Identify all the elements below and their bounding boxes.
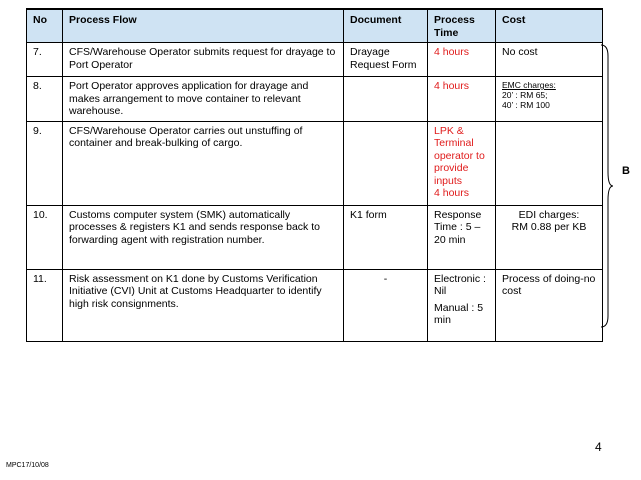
page-number: 4	[595, 440, 602, 454]
row-process-time	[428, 121, 496, 205]
right-brace-icon	[600, 44, 614, 328]
row-document: Drayage Request Form	[344, 43, 428, 77]
brace-label: B	[622, 165, 630, 177]
time-note: LPK & Terminal operator to provide inputs	[434, 124, 485, 187]
row-document: -	[344, 269, 428, 341]
table-row	[27, 269, 603, 341]
row-cost	[496, 77, 603, 122]
process-flow-table	[26, 8, 603, 342]
row-document	[344, 121, 428, 205]
row-process-time: 4 hours	[428, 77, 496, 122]
edi-charges-heading: EDI charges:	[518, 208, 580, 221]
time-electronic-value: Nil	[434, 285, 447, 297]
table-row	[27, 77, 603, 122]
emc-charge-40ft: 40’ : RM 100	[502, 100, 550, 110]
row-cost: Process of doing-no cost	[496, 269, 603, 341]
row-document	[344, 77, 428, 122]
row-no: 7.	[27, 43, 63, 77]
time-manual: Manual : 5 min	[434, 301, 484, 326]
row-no: 8.	[27, 77, 63, 122]
row-process-flow: Customs computer system (SMK) automatically processes & registers K1 and sends response back to forwarding agent with registration number.	[63, 205, 344, 269]
row-process-time	[428, 269, 496, 341]
footer-code: MPC17/10/08	[6, 462, 49, 469]
header-document: Document	[344, 9, 428, 43]
row-no: 10.	[27, 205, 63, 269]
row-process-flow: CFS/Warehouse Operator carries out unstuffing of container and break-bulking of cargo.	[63, 121, 344, 205]
edi-charges-value: RM 0.88 per KB	[511, 221, 587, 233]
row-process-time: Response Time : 5 – 20 min	[428, 205, 496, 269]
emc-charge-20ft: 20’ : RM 65;	[502, 90, 548, 100]
row-process-flow: CFS/Warehouse Operator submits request for drayage to Port Operator	[63, 43, 344, 77]
row-process-time: 4 hours	[428, 43, 496, 77]
time-electronic-label: Electronic :	[434, 272, 486, 285]
table-row	[27, 121, 603, 205]
time-value: 4 hours	[434, 187, 470, 199]
row-no: 9.	[27, 121, 63, 205]
row-cost	[496, 205, 603, 269]
row-cost	[496, 121, 603, 205]
header-no: No	[27, 9, 63, 43]
table-row	[27, 205, 603, 269]
header-cost: Cost	[496, 9, 603, 43]
row-process-flow: Risk assessment on K1 done by Customs Verification Initiative (CVI) Unit at Customs Headquarter to identify high risk consignments.	[63, 269, 344, 341]
emc-charges-heading: EMC charges:	[502, 80, 556, 90]
table-header-row	[27, 9, 603, 43]
header-process-time: Process Time	[428, 9, 496, 43]
row-cost: No cost	[496, 43, 603, 77]
row-process-flow: Port Operator approves application for drayage and makes arrangement to move container to relevant warehouse.	[63, 77, 344, 122]
row-no: 11.	[27, 269, 63, 341]
table-row	[27, 43, 603, 77]
header-process-flow: Process Flow	[63, 9, 344, 43]
row-document: K1 form	[344, 205, 428, 269]
